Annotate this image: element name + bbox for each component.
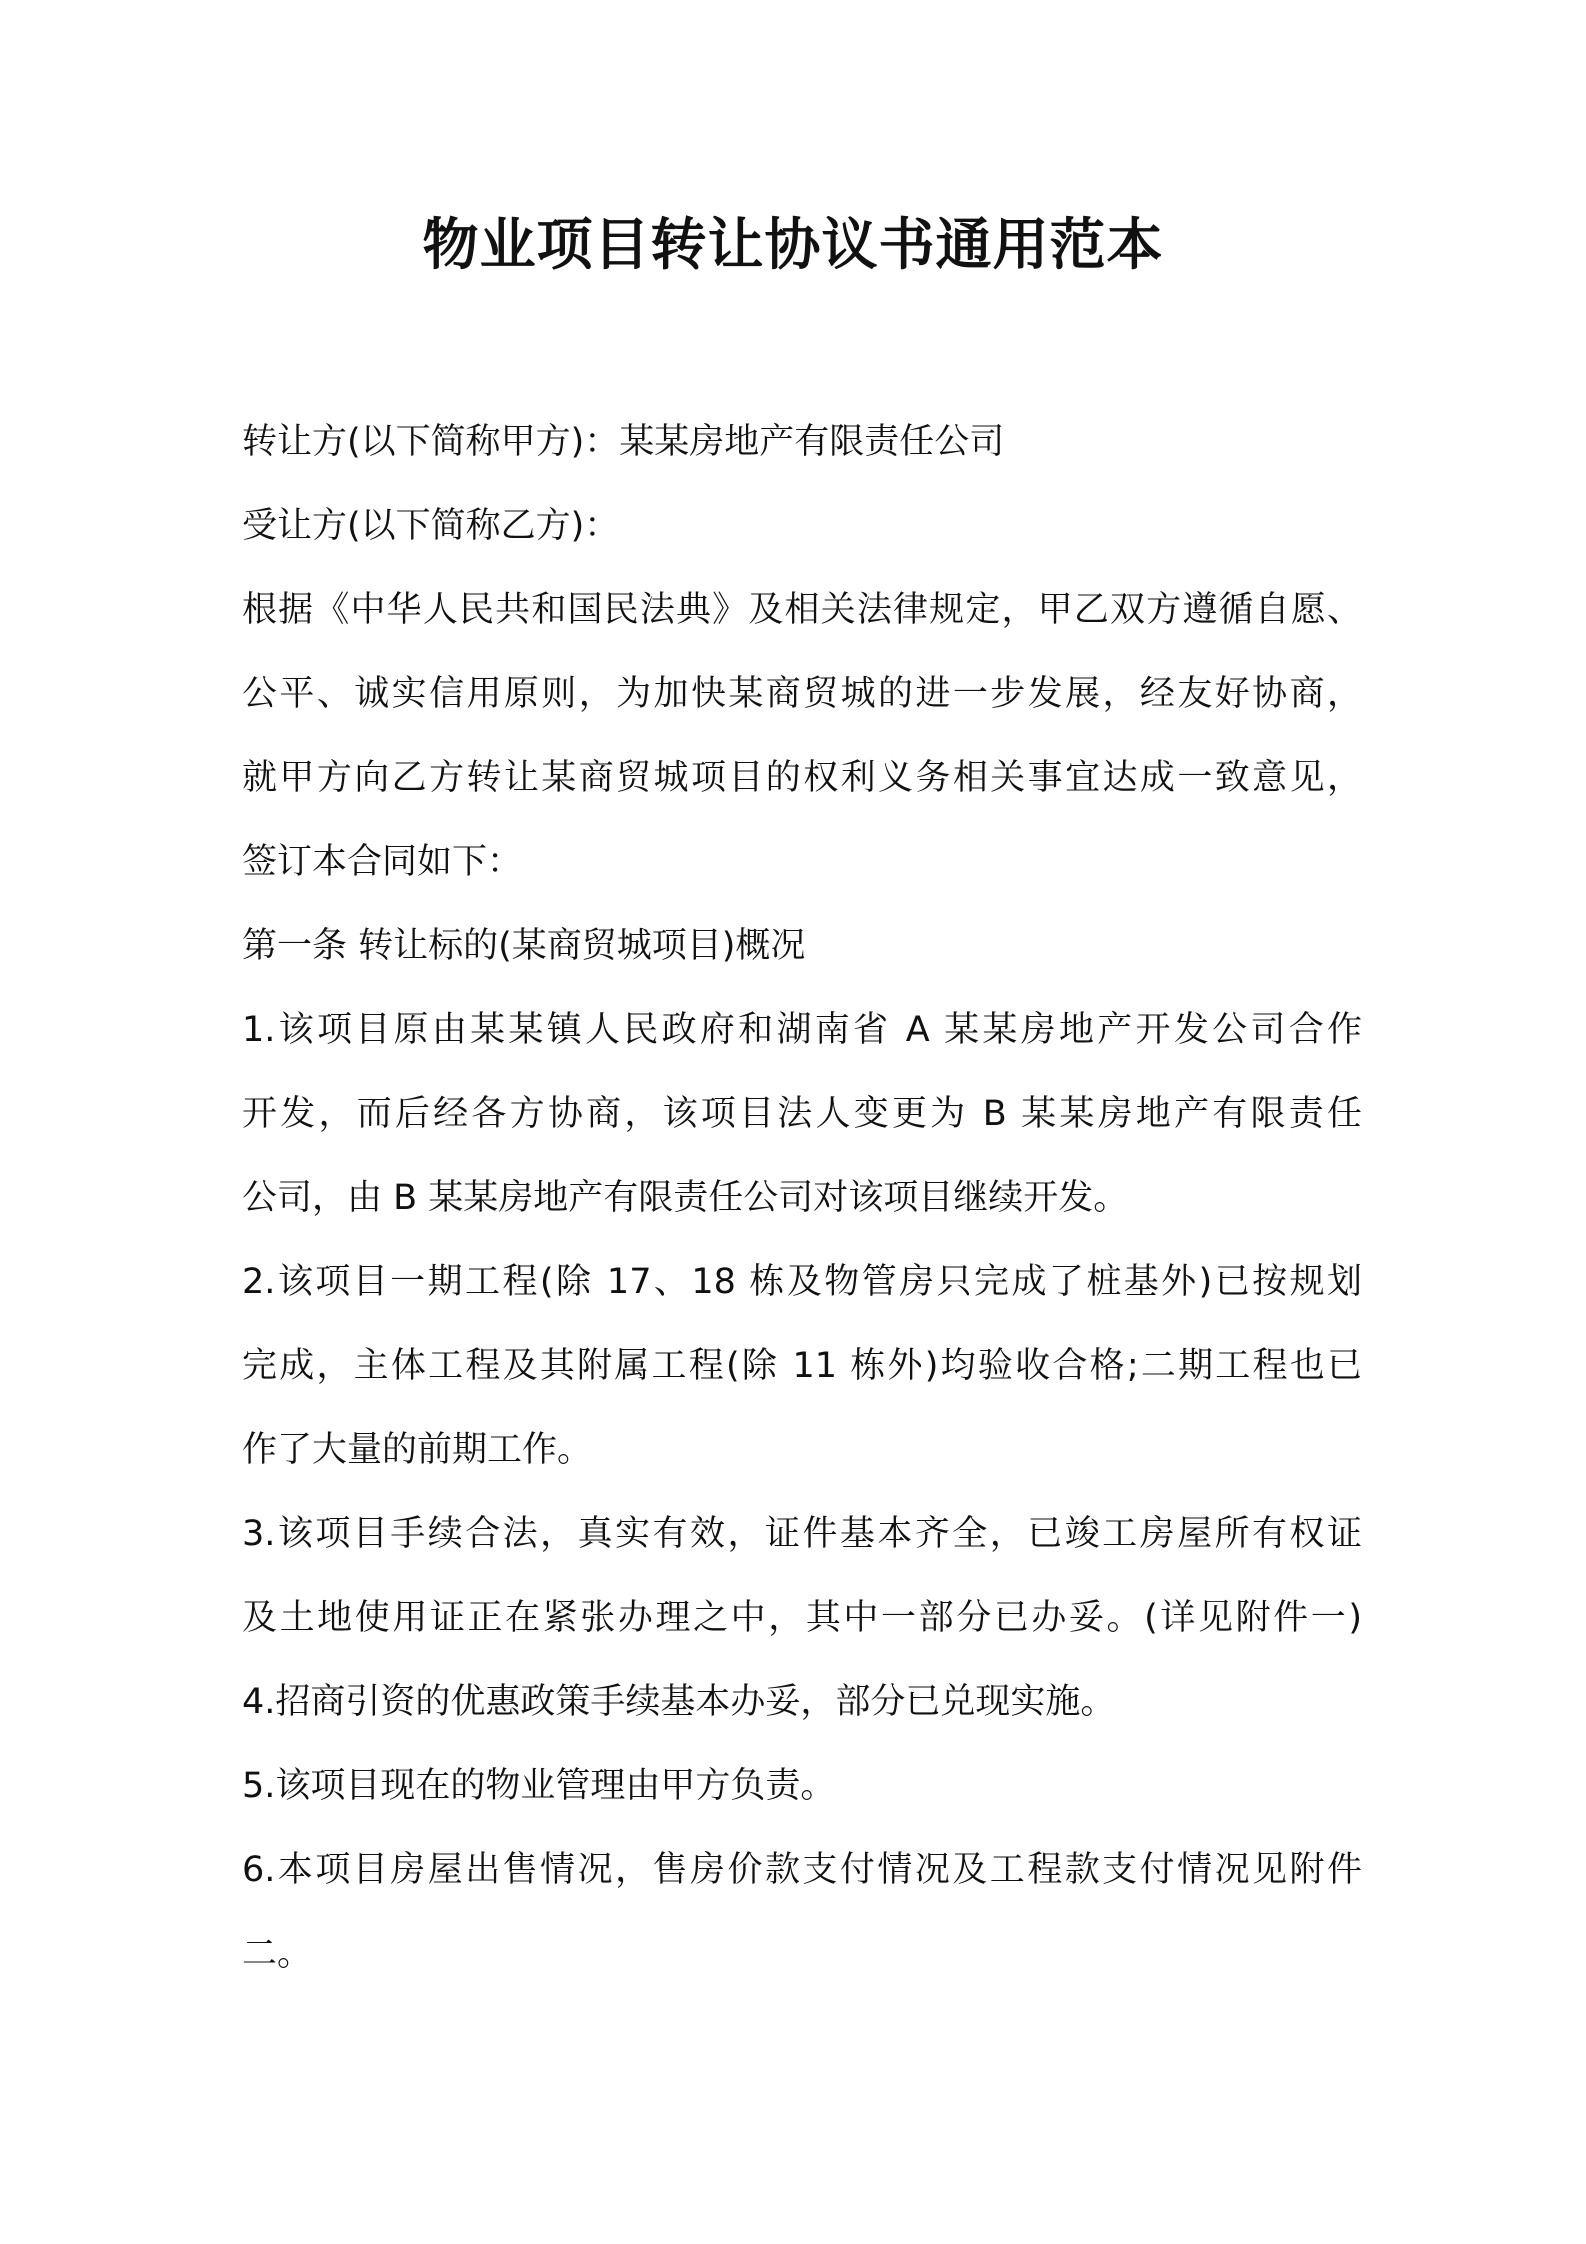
- clause-line: 6.本项目房屋出售情况，售房价款支付情况及工程款支付情况见附件: [242, 1850, 1362, 1890]
- document-title: 物业项目转让协议书通用范本: [422, 213, 1164, 278]
- transferor-line: 转让方(以下简称甲方)：某某房地产有限责任公司: [242, 422, 1005, 462]
- document-body: [242, 400, 1362, 1996]
- preamble-line: 就甲方向乙方转让某商贸城项目的权利义务相关事宜达成一致意见，: [242, 758, 1362, 798]
- clause-line: 及土地使用证正在紧张办理之中，其中一部分已办妥。(详见附件一): [242, 1598, 1362, 1638]
- preamble-line: 根据《中华人民共和国民法典》及相关法律规定，甲乙双方遵循自愿、: [242, 590, 1362, 630]
- clause-line: 3.该项目手续合法，真实有效，证件基本齐全，已竣工房屋所有权证: [242, 1514, 1362, 1554]
- preamble-line: 公平、诚实信用原则，为加快某商贸城的进一步发展，经友好协商，: [242, 674, 1362, 714]
- clause-line: 公司，由 B 某某房地产有限责任公司对该项目继续开发。: [242, 1178, 1129, 1218]
- transferee-line: 受让方(以下简称乙方)：: [242, 506, 620, 546]
- clause-line: 5.该项目现在的物业管理由甲方负责。: [242, 1766, 836, 1806]
- clause-line: 作了大量的前期工作。: [242, 1430, 593, 1470]
- clause-line: 4.招商引资的优惠政策手续基本办妥，部分已兑现实施。: [242, 1682, 1116, 1722]
- clause-line: 2.该项目一期工程(除 17、18 栋及物管房只完成了桩基外)已按规划: [242, 1262, 1362, 1302]
- clause-line: 完成，主体工程及其附属工程(除 11 栋外)均验收合格;二期工程也已: [242, 1346, 1362, 1386]
- clause-line: 开发，而后经各方协商，该项目法人变更为 B 某某房地产有限责任: [242, 1094, 1362, 1134]
- clause-line: 1.该项目原由某某镇人民政府和湖南省 A 某某房地产开发公司合作: [242, 1010, 1362, 1050]
- article-heading: 第一条 转让标的(某商贸城项目)概况: [242, 926, 806, 966]
- clause-line: 二。: [242, 1934, 313, 1974]
- preamble-line: 签订本合同如下：: [242, 842, 523, 882]
